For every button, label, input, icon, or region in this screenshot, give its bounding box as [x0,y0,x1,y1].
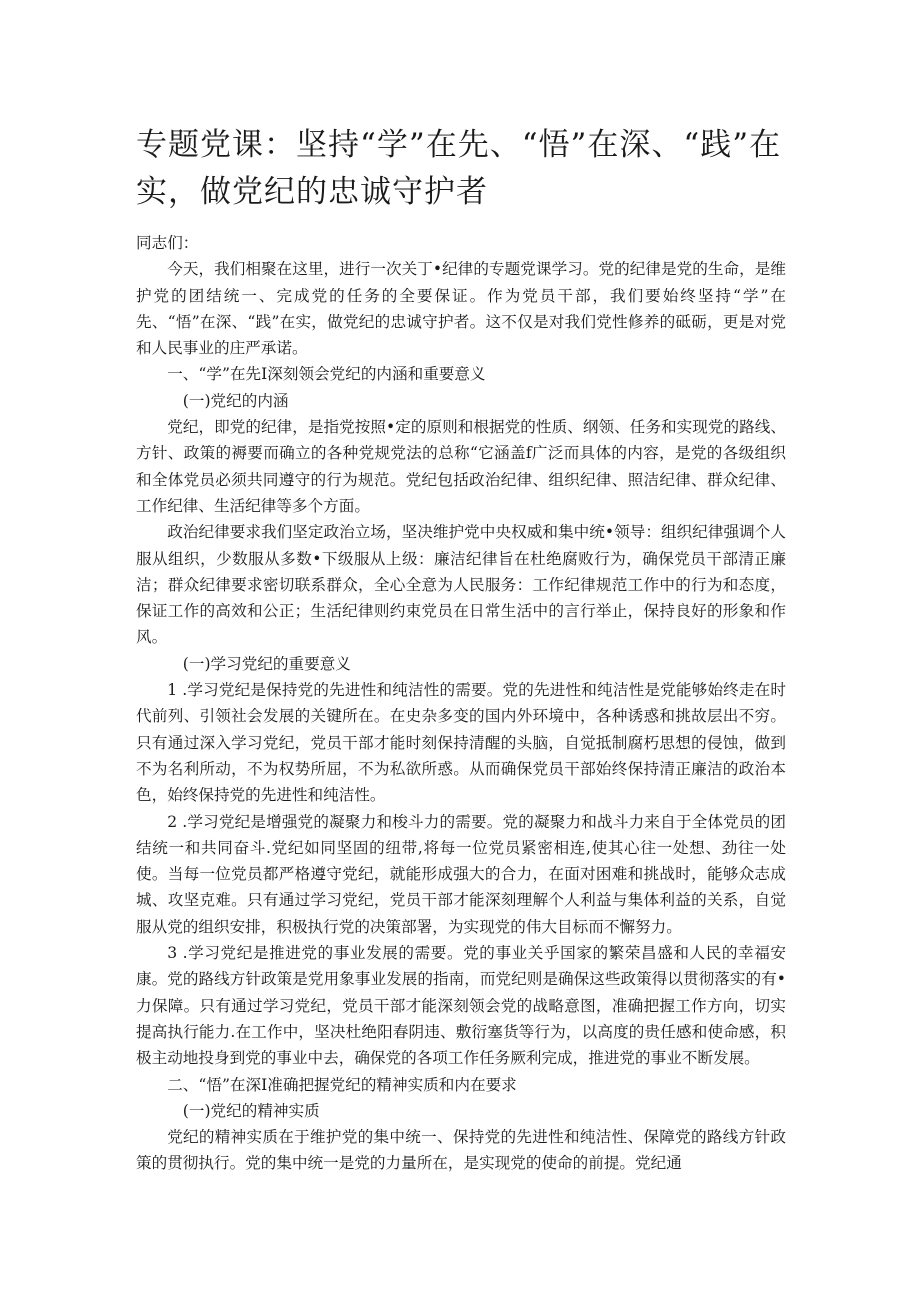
paragraph-spirit: 党纪的精神实质在于维护党的集中统一、保持党的先进性和纯洁性、保障党的路线方针政策的贯彻执行。党的集中统一是党的力量所在，是实现党的使命的前提。党纪通 [136,1128,786,1173]
document-body [136,230,786,1177]
paragraph-point-1: 1 .学习党纪是保持党的先进性和纯洁性的需要。党的先进性和纯洁性是党能够始终走在时代前列、引领社会发展的关键所在。在史杂多变的国内外环境中，各种诱惑和挑故层出不穷。只有通过深入学习党纪，党员干部才能时刻保持清醒的头脑，自觉抵制腐朽思想的侵蚀，做到不为名利所动，不为权势所屈，不为私欲所惑。从而确保党员干部始终保持清正廉洁的政治本色，始终保持党的先进性和纯洁性。 [136,681,786,805]
document-title: 专题党课：坚持“学”在先、“悟”在深、“践”在实，做党纪的忠诚守护者 [136,127,782,210]
subsection-heading-2-1: (一)党纪的精神实质 [182,1101,320,1120]
paragraph-point-2: 2 .学习党纪是增强党的凝聚力和梭斗力的需要。党的凝聚力和战斗力来自于全体党员的团结统一和共同奋斗.党纪如同坚固的纽带,将每一位党员紧密相连,使其心往一处想、劲往一处使。当每一位党员都严格遵守党纪，就能形成强大的合力，在面对困难和挑战时，能够众志成城、攻坚克难。只有通过学习党纪，党员干部才能深刻理解个人利益与集体利益的关系，自觉服从党的组织安排，积极执行党的决策部署，为实现党的伟大目标而不懈努力。 [136,812,786,936]
paragraph-point-3: 3 .学习党纪是推进党的事业发展的需要。党的事业关乎国家的繁荣昌盛和人民的幸福安康。党的路线方针政策是党用象事业发展的指南，而党纪则是确保这些政策得以贯彻落实的有•力保障。只有通过学习党纪，党员干部才能深刻领会党的战略意图，准确把握工作方向，切实提高执行能力.在工作中，坚决杜绝阳春阴违、敷衍塞货等行为，以高度的贵任感和使命感，积极主动地投身到党的事业中去，确保党的各项工作任务厥利完成，推进党的事业不断发展。 [136,944,786,1068]
paragraph-discipline-types: 政治纪律要求我们坚定政治立场，坚决维护党中央权威和集中统•领导：组织纪律强调个人服从组织，少数服从多数•下级服从上级：廉洁纪律旨在杜绝腐败行为，确保党员干部清正廉洁；群众纪律要求密切联系群众，全心全意为人民服务：工作纪律规范工作中的行为和态度，保证工作的高效和公正；生活纪律则约束党员在日常生活中的言行举止，保持良好的形象和作风。 [136,523,786,647]
salutation: 同志们： [136,234,199,252]
section-heading-2: 二、“悟”在深I准确把握党纪的精神实质和内在要求 [167,1075,517,1094]
subsection-heading-1-1: (一)党纪的内涵 [182,391,289,410]
section-heading-1: 一、“学”在先I深刻领会党纪的内涵和重要意义 [167,365,486,384]
paragraph-intro: 今天，我们相聚在这里，进行一次关丁•纪律的专题党课学习。党的纪律是党的生命，是维护党的团结统一、完成党的任务的全要保证。作为党员干部，我们要始终坚持“学”在先、“悟”在深、“践”在实，做党纪的忠诚守护者。这不仅是对我们党性修养的砥砺，更是对党和人民事业的庄严承诺。 [136,260,786,358]
subsection-heading-1-2: (一)学习党纪的重要意义 [182,654,351,673]
paragraph-definition: 党纪，即党的纪律，是指党按照•定的原则和根据党的性质、纲领、任务和实现党的路线、方针、政策的褥要而确立的各种党规党法的总称“它涵盖f广泛而具体的内容，是党的各级组织和全体党员必须共同遵守的行为规范。党纪包括政治纪律、组织纪律、照洁纪律、群众纪律、工作纪律、生活纪律等多个方面。 [136,418,786,515]
